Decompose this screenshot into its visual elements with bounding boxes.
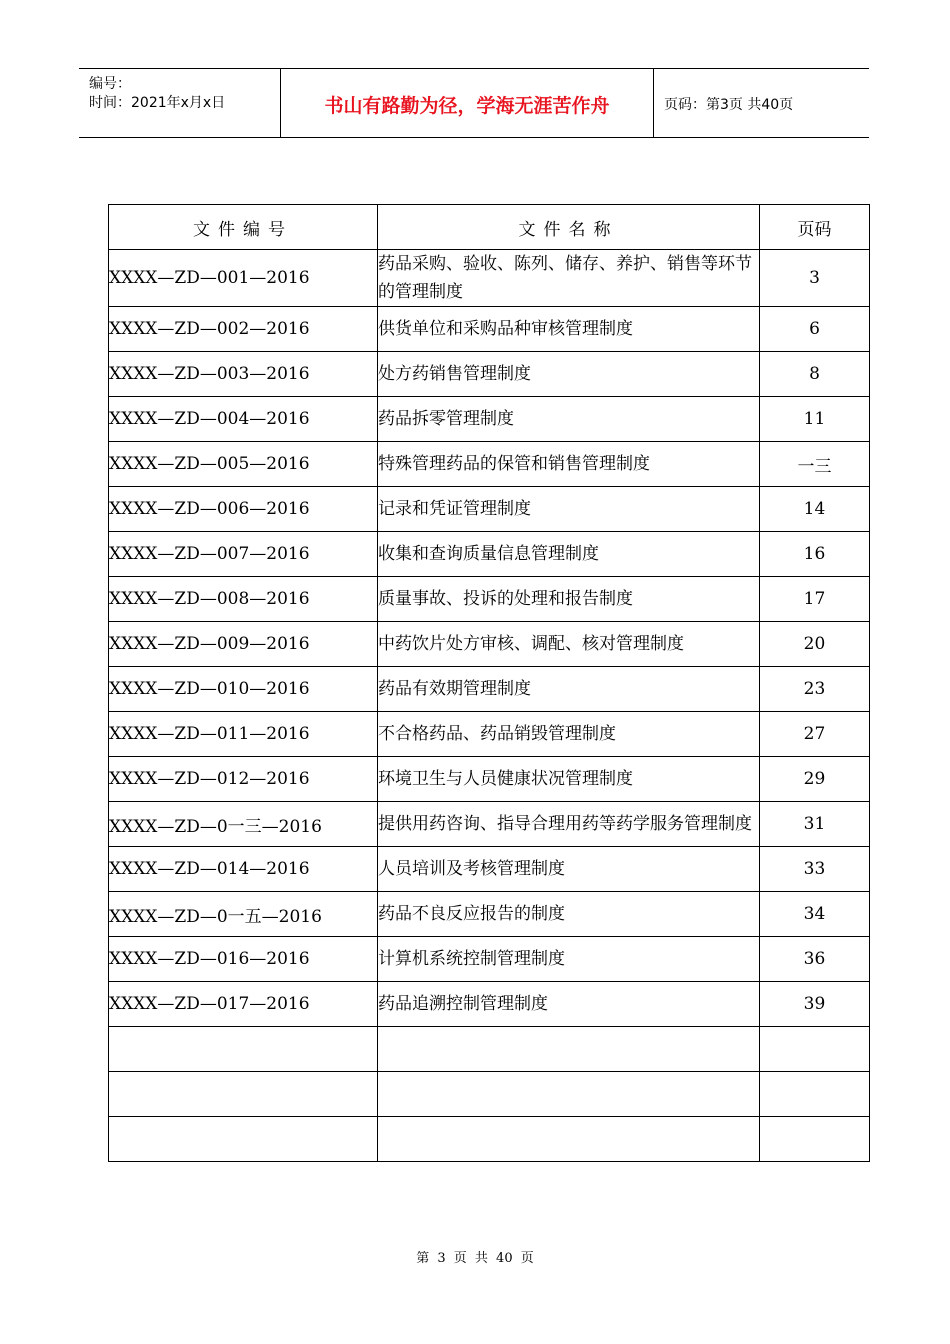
toc-row [109,352,870,397]
empty-cell [109,1117,378,1162]
doc-name-cell: 提供用药咨询、指导合理用药等药学服务管理制度 [378,802,760,847]
toc-empty-row [109,1072,870,1117]
toc-empty-row [109,1117,870,1162]
doc-code-cell: XXXX—ZD—0一三—2016 [109,802,378,847]
toc-row [109,712,870,757]
doc-name-cell: 不合格药品、药品销毁管理制度 [378,712,760,757]
doc-name-cell: 药品不良反应报告的制度 [378,892,760,937]
header-page-info: 页码：第3页 共40页 [664,97,794,113]
doc-page-cell: 31 [760,802,870,847]
doc-code-cell: XXXX—ZD—001—2016 [109,250,378,307]
doc-code-cell: XXXX—ZD—009—2016 [109,622,378,667]
toc-row [109,802,870,847]
toc-body [109,250,870,1162]
page-footer: 第 3 页 共 40 页 [416,1251,534,1266]
empty-cell [378,1117,760,1162]
doc-page-cell: 一三 [760,442,870,487]
doc-page-cell: 34 [760,892,870,937]
toc-row [109,577,870,622]
doc-page-cell: 27 [760,712,870,757]
toc-row [109,982,870,1027]
doc-name-cell: 供货单位和采购品种审核管理制度 [378,307,760,352]
toc-row [109,532,870,577]
doc-code-cell: XXXX—ZD—008—2016 [109,577,378,622]
doc-name-cell: 药品有效期管理制度 [378,667,760,712]
doc-name-cell: 记录和凭证管理制度 [378,487,760,532]
doc-time-label: 时间：2021年x月x日 [89,95,226,111]
doc-code-cell: XXXX—ZD—003—2016 [109,352,378,397]
doc-page-cell: 16 [760,532,870,577]
header-motto: 书山有路勤为径，学海无涯苦作舟 [324,95,610,117]
doc-page-cell: 8 [760,352,870,397]
doc-page-cell: 3 [760,250,870,307]
col-header-name: 文件名称 [378,205,760,250]
empty-cell [109,1027,378,1072]
doc-page-cell: 11 [760,397,870,442]
toc-row [109,667,870,712]
doc-name-cell: 药品拆零管理制度 [378,397,760,442]
doc-code-cell: XXXX—ZD—011—2016 [109,712,378,757]
empty-cell [760,1072,870,1117]
doc-page-cell: 33 [760,847,870,892]
empty-cell [109,1072,378,1117]
doc-name-cell: 特殊管理药品的保管和销售管理制度 [378,442,760,487]
toc-row [109,250,870,307]
toc-header-row [109,205,870,250]
col-header-code: 文件编号 [109,205,378,250]
toc-row [109,937,870,982]
toc-row [109,442,870,487]
doc-name-cell: 计算机系统控制管理制度 [378,937,760,982]
doc-name-cell: 环境卫生与人员健康状况管理制度 [378,757,760,802]
empty-cell [760,1027,870,1072]
toc-empty-row [109,1027,870,1072]
doc-code-cell: XXXX—ZD—002—2016 [109,307,378,352]
doc-name-cell: 药品采购、验收、陈列、储存、养护、销售等环节的管理制度 [378,250,760,307]
doc-name-cell: 处方药销售管理制度 [378,352,760,397]
doc-page-cell: 39 [760,982,870,1027]
doc-code-cell: XXXX—ZD—006—2016 [109,487,378,532]
col-header-page: 页码 [760,205,870,250]
doc-code-cell: XXXX—ZD—0一五—2016 [109,892,378,937]
empty-cell [760,1117,870,1162]
doc-code-cell: XXXX—ZD—014—2016 [109,847,378,892]
doc-code-cell: XXXX—ZD—016—2016 [109,937,378,982]
toc-row [109,622,870,667]
doc-page-cell: 29 [760,757,870,802]
header-motto-cell [281,69,654,137]
empty-cell [378,1072,760,1117]
doc-page-cell: 17 [760,577,870,622]
doc-code-cell: XXXX—ZD—012—2016 [109,757,378,802]
doc-name-cell: 质量事故、投诉的处理和报告制度 [378,577,760,622]
doc-code-cell: XXXX—ZD—017—2016 [109,982,378,1027]
toc-row [109,397,870,442]
doc-page-cell: 23 [760,667,870,712]
toc-row [109,847,870,892]
toc-row [109,487,870,532]
toc-row [109,757,870,802]
doc-code-cell: XXXX—ZD—010—2016 [109,667,378,712]
page-header [79,68,869,138]
doc-page-cell: 20 [760,622,870,667]
doc-code-label: 编号： [89,76,131,92]
toc-row [109,892,870,937]
doc-page-cell: 36 [760,937,870,982]
toc-table [108,204,870,1162]
doc-code-cell: XXXX—ZD—007—2016 [109,532,378,577]
toc-row [109,307,870,352]
doc-name-cell: 中药饮片处方审核、调配、核对管理制度 [378,622,760,667]
doc-page-cell: 14 [760,487,870,532]
header-meta [79,69,281,137]
empty-cell [378,1027,760,1072]
header-page-cell [654,69,869,137]
doc-name-cell: 人员培训及考核管理制度 [378,847,760,892]
doc-name-cell: 药品追溯控制管理制度 [378,982,760,1027]
doc-code-cell: XXXX—ZD—005—2016 [109,442,378,487]
doc-code-cell: XXXX—ZD—004—2016 [109,397,378,442]
doc-name-cell: 收集和查询质量信息管理制度 [378,532,760,577]
doc-page-cell: 6 [760,307,870,352]
